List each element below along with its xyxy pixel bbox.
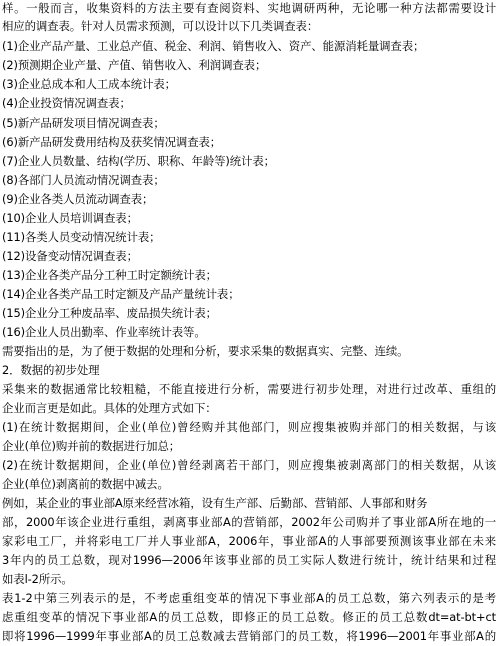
text-line: 例如，某企业的事业部A原来经营冰箱，设有生产部、后勤部、营销部、人事部和财务 — [2, 496, 428, 510]
text-line: 即将1996—1999年事业部A的员工总数减去营销部门的员工数，将1996—2001年事业部A的 — [2, 629, 496, 643]
list-item: (13)企业各类产品分工种工时定额统计表； — [2, 268, 217, 282]
list-item: (12)设备变动情况调查表； — [2, 249, 138, 263]
text-line: (1)在统计数据期间，企业(单位)曾经购并其他部门，则应搜集被购并部门的相关数据，与该 — [2, 420, 496, 434]
text-line: 企业(单位)购并前的数据进行加总； — [2, 439, 181, 453]
list-item: (5)新产品研发项目情况调查表； — [2, 116, 165, 130]
text-line: 部，2000年该企业进行重组，剥离事业部A的营销部，2002年公司购并了事业部A所在地的一 — [2, 515, 496, 529]
text-line: 采集来的数据通常比较粗糙，不能直接进行分析，需要进行初步处理，对进行过改革、重组的 — [2, 382, 496, 396]
text-line: 表1-2中第三列表示的是，不考虑重组变革的情况下事业部A的员工总数，第六列表示的是考 — [2, 591, 496, 605]
text-line: 虑重组变革的情况下事业部A的员工总数，即修正的员工总数。修正的员工总数dt=at-bt+ct — [2, 610, 496, 624]
text-line: 企业(单位)剥离前的数据中减去。 — [2, 477, 169, 491]
text-line: 家彩电工厂，并将彩电工厂并人事业部A，2006年，事业部A的人事部要预测该事业部在未来 — [2, 534, 496, 548]
list-item: (16)企业人员出勤率、作业率统计表等。 — [2, 325, 206, 339]
text-line: 如表l-2所示。 — [2, 572, 73, 586]
list-item: (1)企业产品产量、工业总产值、税金、利润、销售收入、资产、能源消耗量调查表； — [2, 39, 425, 53]
list-item: (9)企业各类人员流动调查表； — [2, 192, 154, 206]
text-line: 3年内的员工总数，现对1996—2006年该事业部的员工实际人数进行统计，统计结果和过程 — [2, 553, 496, 567]
list-item: (10)企业人员培训调查表； — [2, 211, 138, 225]
list-item: (7)企业人员数量、结构(学历、职称、年龄等)统计表； — [2, 154, 275, 168]
list-item: (8)各部门人员流动情况调查表； — [2, 173, 165, 187]
text-line: 样。一般而言，收集资料的方法主要有查阅资料、实地调研两种，无论哪一种方法都需要设计 — [2, 1, 496, 15]
list-item: (14)企业各类产品工时定额及产品产量统计表； — [2, 287, 240, 301]
text-line: 需要指出的是，为了便于数据的处理和分析，要求采集的数据真实、完整、连续。 — [2, 344, 409, 358]
list-item: (3)企业总成本和人工成本统计表； — [2, 77, 176, 91]
text-line: (2)在统计数据期间，企业(单位)曾经剥离若干部门，则应搜集被剥离部门的相关数据，从该 — [2, 458, 496, 472]
list-item: (2)预测期企业产量、产值、销售收入、利润调查表； — [2, 58, 267, 72]
text-line: 企业而言更是如此。具体的处理方式如下： — [2, 401, 217, 415]
list-item: (15)企业分工种废品率、废品损失统计表； — [2, 306, 217, 320]
text-line: 相应的调查表。针对人员需求预测，可以设计以下几类调查表： — [2, 19, 319, 33]
list-item: (4)企业投资情况调查表； — [2, 96, 131, 110]
list-item: (6)新产品研发费用结构及获奖情况调查表； — [2, 135, 222, 149]
list-item: (11)各类人员变动情况统计表； — [2, 230, 161, 244]
section-heading: 2．数据的初步处理 — [2, 363, 100, 377]
